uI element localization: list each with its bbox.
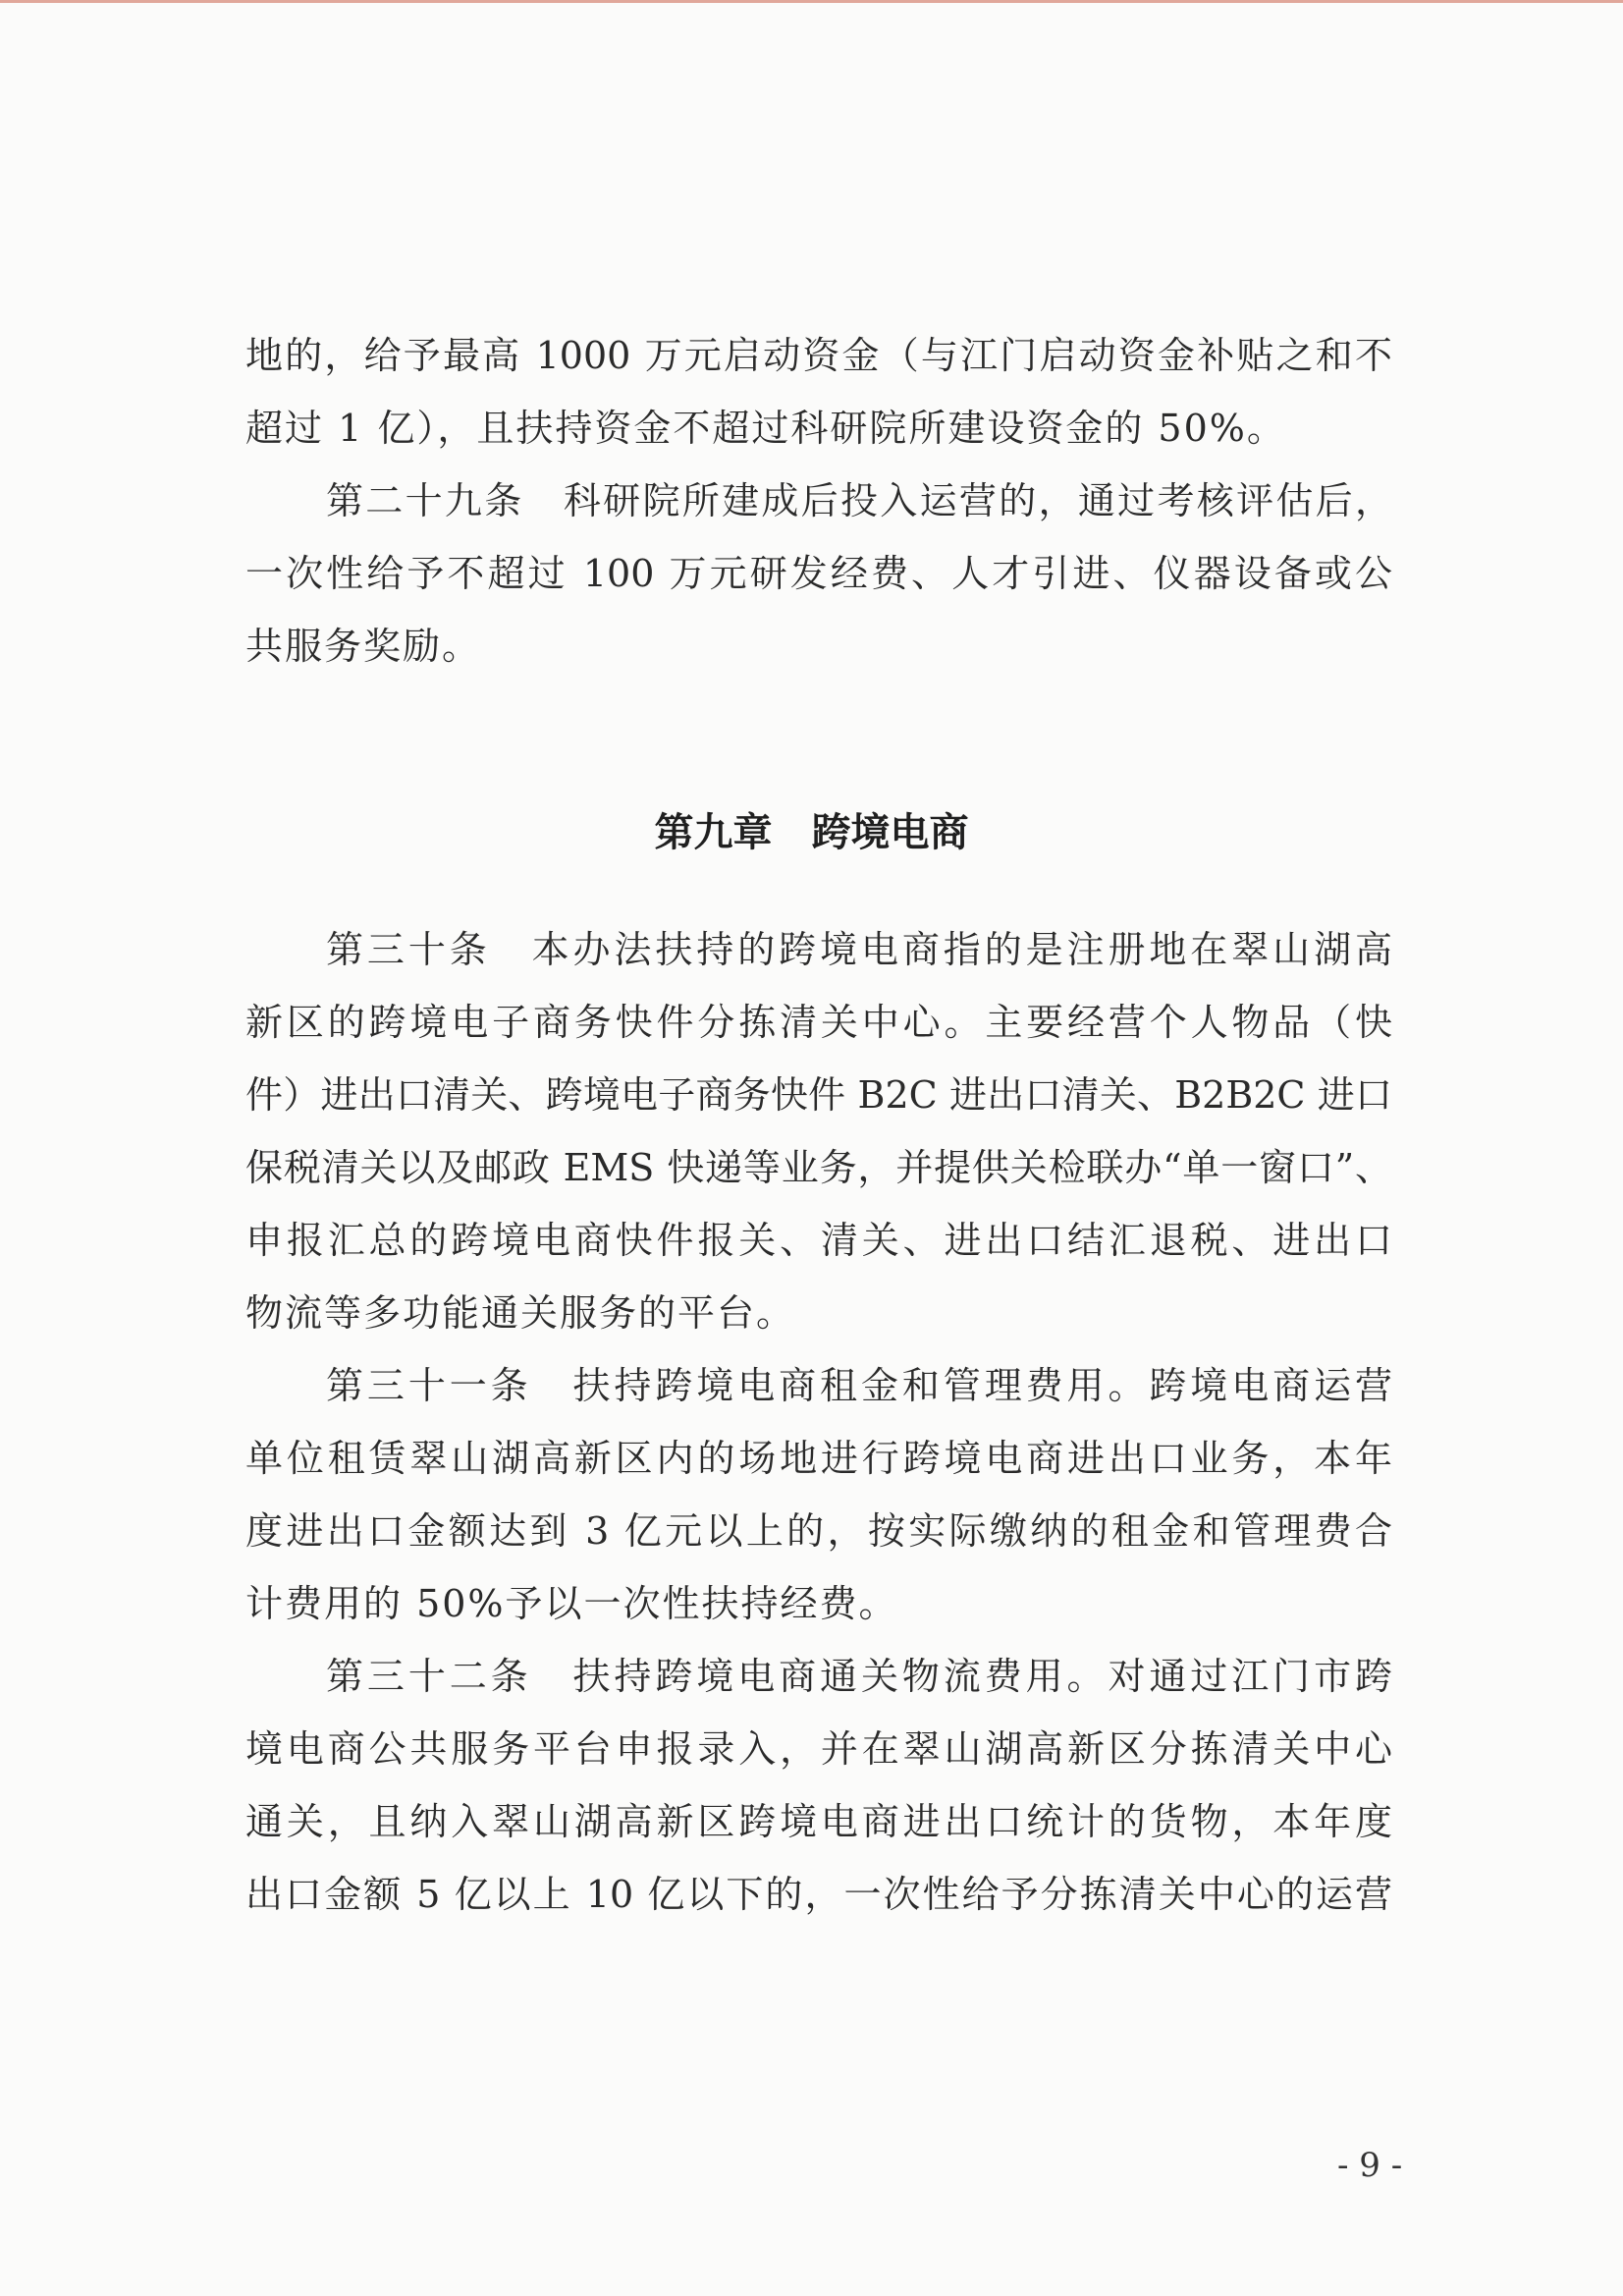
lower-text-block: [245, 913, 1392, 1931]
paragraph-line: 超过 1 亿），且扶持资金不超过科研院所建设资金的 50%。: [245, 407, 1286, 450]
paragraph-line: 出口金额 5 亿以上 10 亿以下的，一次性给予分拣清关中心的运营: [245, 1873, 1392, 1916]
paragraph-line: 地的，给予最高 1000 万元启动资金（与江门启动资金补贴之和不: [245, 334, 1392, 377]
article-29: [245, 465, 1392, 683]
paragraph-line: 第二十九条 科研院所建成后投入运营的，通过考核评估后，: [326, 479, 1392, 522]
paragraph-line: 第三十条 本办法扶持的跨境电商指的是注册地在翠山湖高: [326, 928, 1392, 971]
chapter-title: 第九章 跨境电商: [654, 810, 969, 855]
paragraph-line: 境电商公共服务平台申报录入，并在翠山湖高新区分拣清关中心: [245, 1727, 1392, 1771]
paragraph-line: 第三十一条 扶持跨境电商租金和管理费用。跨境电商运营: [326, 1364, 1392, 1407]
paragraph-line: 物流等多功能通关服务的平台。: [245, 1291, 796, 1335]
paragraph-line: 单位租赁翠山湖高新区内的场地进行跨境电商进出口业务，本年: [245, 1437, 1392, 1480]
article-28-tail: [245, 319, 1392, 465]
paragraph-line: 度进出口金额达到 3 亿元以上的，按实际缴纳的租金和管理费合: [245, 1509, 1392, 1553]
upper-text-block: [245, 319, 1392, 683]
article-30: [245, 913, 1392, 1349]
paragraph-line: 第三十二条 扶持跨境电商通关物流费用。对通过江门市跨: [326, 1655, 1392, 1698]
paragraph-line: 一次性给予不超过 100 万元研发经费、人才引进、仪器设备或公: [245, 552, 1392, 595]
paragraph-line: 通关，且纳入翠山湖高新区跨境电商进出口统计的货物，本年度: [245, 1800, 1392, 1843]
top-edge-rule: [0, 0, 1623, 3]
paragraph-line: 共服务奖励。: [245, 625, 482, 668]
paragraph-line: 新区的跨境电子商务快件分拣清关中心。主要经营个人物品（快: [245, 1001, 1392, 1044]
paragraph-line: 计费用的 50%予以一次性扶持经费。: [245, 1582, 898, 1625]
page-number: - 9 -: [1337, 2146, 1403, 2185]
paragraph-line: 保税清关以及邮政 EMS 快递等业务，并提供关检联办“单一窗口”、: [245, 1146, 1392, 1189]
article-32: [245, 1640, 1392, 1931]
paragraph-line: 申报汇总的跨境电商快件报关、清关、进出口结汇退税、进出口: [245, 1219, 1392, 1262]
article-31: [245, 1349, 1392, 1640]
paragraph-line: 件）进出口清关、跨境电子商务快件 B2C 进出口清关、B2B2C 进口: [245, 1073, 1392, 1117]
